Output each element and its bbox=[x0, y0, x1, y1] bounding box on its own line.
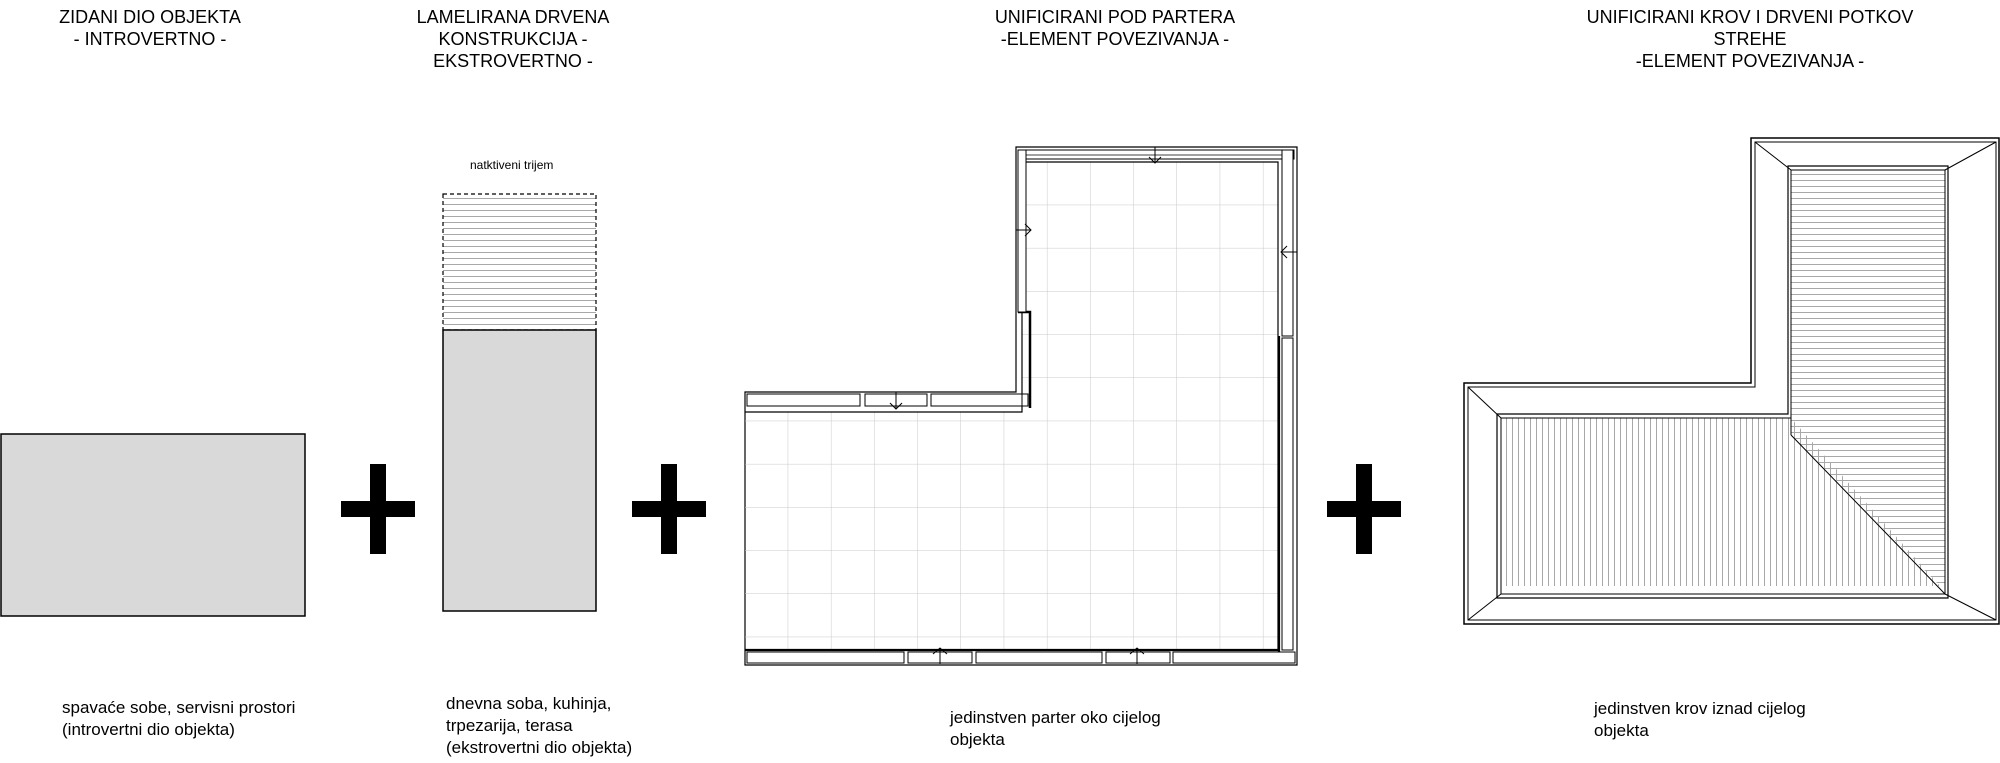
covered-porch bbox=[443, 194, 596, 330]
caption-floor bbox=[950, 707, 1161, 751]
caption-laminated bbox=[446, 693, 632, 759]
plus-icon bbox=[1327, 464, 1401, 554]
title-line: LAMELIRANA DRVENA bbox=[416, 7, 610, 27]
roof-plan bbox=[1464, 138, 1999, 624]
caption-line: dnevna soba, kuhinja, bbox=[446, 694, 612, 713]
caption-roof bbox=[1594, 698, 1806, 742]
plus-icon bbox=[341, 464, 415, 554]
floor-plan bbox=[745, 147, 1297, 665]
porch-label: natktiveni trijem bbox=[470, 158, 554, 172]
title-line: -ELEMENT POVEZIVANJA - bbox=[1000, 29, 1230, 49]
plus-icon bbox=[632, 464, 706, 554]
laminated-wood-block bbox=[443, 194, 596, 611]
caption-line: (introvertni dio objekta) bbox=[62, 720, 235, 739]
caption-line: objekta bbox=[950, 730, 1005, 749]
masonry-block bbox=[1, 434, 305, 616]
caption-line: jedinstven krov iznad cijelog bbox=[1594, 699, 1806, 718]
title-line: UNIFICIRANI KROV I DRVENI POTKOV bbox=[1586, 7, 1914, 27]
title-line: UNIFICIRANI POD PARTERA bbox=[994, 7, 1236, 27]
caption-line: objekta bbox=[1594, 721, 1649, 740]
title-line: ZIDANI DIO OBJEKTA bbox=[59, 7, 241, 27]
title-line: EKSTROVERTNO - bbox=[433, 51, 593, 71]
caption-line: spavaće sobe, servisni prostori bbox=[62, 698, 296, 717]
title-line: STREHE bbox=[1713, 29, 1787, 49]
caption-line: jedinstven parter oko cijelog bbox=[950, 708, 1161, 727]
title-line: -ELEMENT POVEZIVANJA - bbox=[1635, 51, 1865, 71]
wood-volume bbox=[443, 330, 596, 611]
caption-line: trpezarija, terasa bbox=[446, 716, 573, 735]
caption-masonry bbox=[62, 697, 295, 741]
title-line: - INTROVERTNO - bbox=[73, 29, 227, 49]
caption-line: (ekstrovertni dio objekta) bbox=[446, 738, 633, 757]
title-line: KONSTRUKCIJA - bbox=[438, 29, 588, 49]
